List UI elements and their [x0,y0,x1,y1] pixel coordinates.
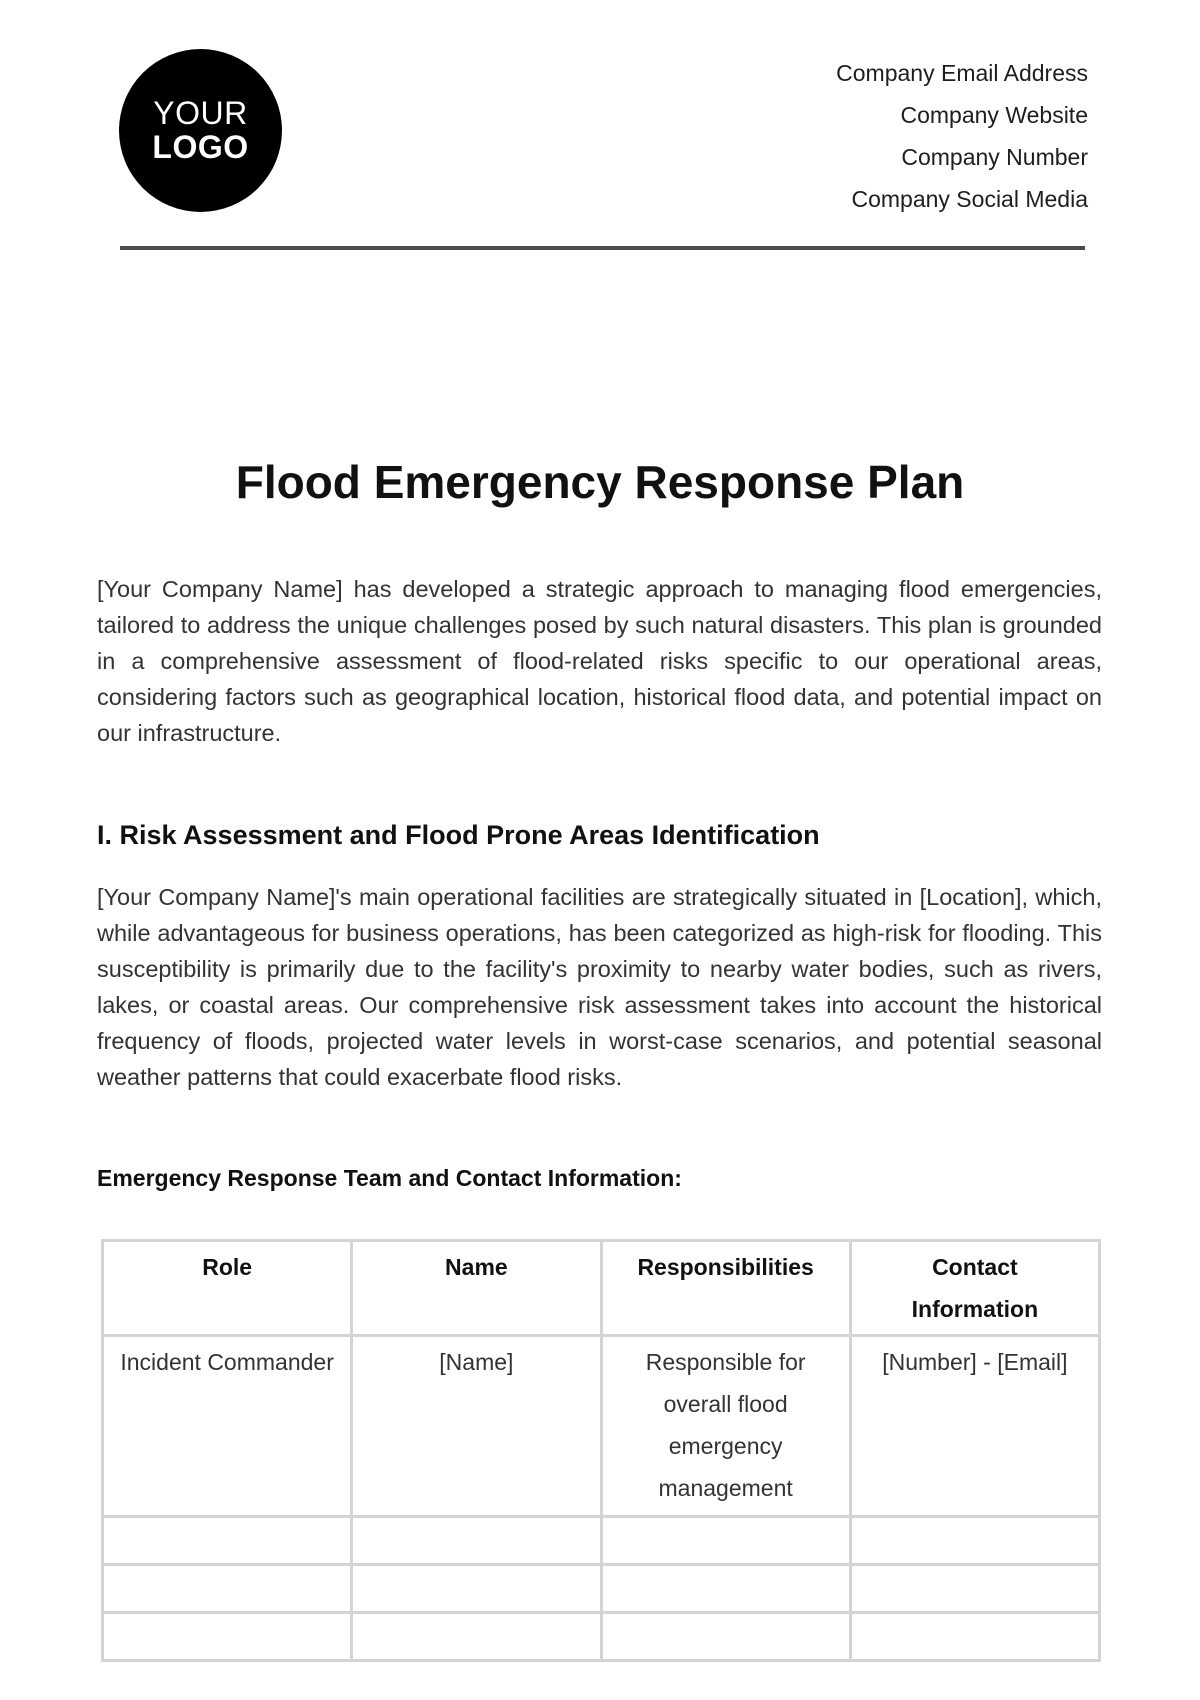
team-contact-subheading: Emergency Response Team and Contact Information: [97,1165,682,1191]
table-cell-empty [850,1517,1099,1565]
column-header-name: Name [352,1241,601,1336]
logo-text-line2: LOGO [152,128,249,165]
column-header-role: Role [103,1241,352,1336]
company-email: Company Email Address [836,60,1088,86]
table-cell-empty [352,1517,601,1565]
table-cell-empty [103,1517,352,1565]
company-number: Company Number [901,144,1088,170]
company-social-media: Company Social Media [851,186,1088,212]
column-header-responsibilities: Responsibilities [601,1241,850,1336]
table-row-empty [103,1565,1100,1613]
table-cell-empty [850,1613,1099,1661]
intro-paragraph: [Your Company Name] has developed a strategic approach to managing flood emergencies, tailored to address the unique challenges posed by such natural disasters. This plan is grounded in a comprehensive assessment of flood-related risks specific to our operational areas, considering factors such as geographical location, historical flood data, and potential impact on our infrastructure. [97,576,1102,746]
header-divider [120,246,1085,250]
table-cell-empty [352,1613,601,1661]
table-cell-empty [601,1565,850,1613]
table-cell-responsibilities: Responsible for overall flood emergency management [601,1336,850,1517]
emergency-team-table [101,1239,1101,1662]
table-row-empty [103,1613,1100,1661]
table-row [103,1336,1100,1517]
company-contact-block [836,52,1088,220]
document-title: Flood Emergency Response Plan [235,456,965,508]
section-heading-risk-assessment: I. Risk Assessment and Flood Prone Areas Identification [97,820,820,850]
table-cell-empty [352,1565,601,1613]
logo-text-line1: YOUR [153,94,248,131]
table-cell-empty [103,1613,352,1661]
risk-assessment-paragraph: [Your Company Name]'s main operational facilities are strategically situated in [Location], which, while advantageous for business operations, has been categorized as high-risk for flooding. This susceptibility is primarily due to the facility's proximity to nearby water bodies, such as rivers, lakes, or coastal areas. Our comprehensive risk assessment takes into account the historical frequency of floods, projected water levels in worst-case scenarios, and potential seasonal weather patterns that could exacerbate flood risks. [97,884,1102,1090]
table-cell-name: [Name] [352,1336,601,1517]
table-cell-empty [103,1565,352,1613]
column-header-contact-information: Contact Information [850,1241,1099,1336]
company-website: Company Website [900,102,1088,128]
table-cell-role: Incident Commander [103,1336,352,1517]
table-header-row [103,1241,1100,1336]
table-cell-empty [601,1517,850,1565]
company-logo [119,49,282,212]
table-cell-contact: [Number] - [Email] [850,1336,1099,1517]
table-cell-empty [601,1613,850,1661]
table-cell-empty [850,1565,1099,1613]
table-row-empty [103,1517,1100,1565]
